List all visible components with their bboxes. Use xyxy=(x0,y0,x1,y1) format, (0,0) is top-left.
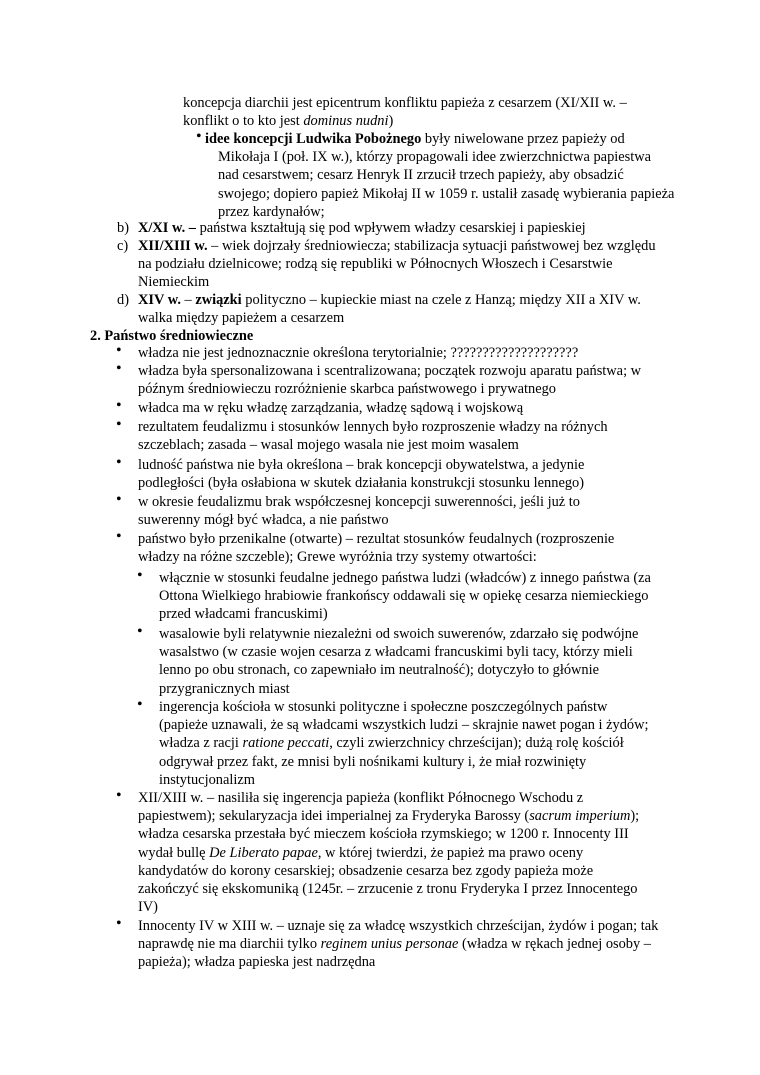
list-item-text: państwo było przenikalne (otwarte) – rezultat stosunków feudalnych (rozproszenie władzy na różne szczeble); Grewe wyróżnia trzy systemy otwartości: xyxy=(138,531,615,566)
list-item xyxy=(138,917,665,972)
list-item-text: władza była spersonalizowana i scentralizowana; początek rozwoju aparatu państwa; w późnym średniowieczu rozróżnienie skarbca państwowego i prywatnego xyxy=(138,363,642,398)
bullet-marker: • xyxy=(196,128,202,145)
xii-italic-2: De Liberato papae xyxy=(209,844,318,861)
bullet-marker: • xyxy=(116,416,122,433)
bullet-marker: • xyxy=(116,342,122,359)
list-item xyxy=(138,530,658,566)
list-item xyxy=(138,399,658,417)
sub-item-3-text-b: , czyli zwierzchnicy chrześcijan); dużą rolę kościół odgrywał przez fakt, ze mnisi byli nośnikami kultury i, że miał rozwinięty instytucjonalizm xyxy=(159,735,624,788)
sub-list-item-text xyxy=(159,698,657,789)
bullet-marker: • xyxy=(116,528,122,545)
innocenty-text-2: (władza w rękach jednej osoby – papieża); władza papieska jest nadrzędna xyxy=(138,936,651,971)
sub-item-3-text-a: ingerencja kościoła w stosunki polityczne i społeczne poszczególnych państw (papieże uznawali, że są władcami wszystkich ludzi – skrajnie nawet pogan i żydów; władza z racji xyxy=(159,699,649,752)
sub-list-item-text: wasalowie byli relatywnie niezależni od swoich suwerenów, zdarzało się podwójne wasalstwo (w czasie wojen cesarza z władcami francuskimi byli tacy, którzy mieli lenno po obu stronach, co zapewniało im neutralność); dotyczyło to głównie przygranicznych miast xyxy=(159,626,639,697)
intro-paragraph xyxy=(183,94,683,130)
innocenty-italic: reginem unius personae xyxy=(320,936,459,953)
intro-italic: dominus nudni xyxy=(303,113,389,130)
list-item xyxy=(138,789,648,916)
bullet-marker: • xyxy=(116,491,122,508)
list-item-text: władza nie jest jednoznacznie określona terytorialnie; ???????????????????? xyxy=(138,345,579,361)
intro-line-2 xyxy=(183,112,683,130)
bullet-ludwik-rest: były niwelowane przez papieży od Mikołaja I (poł. IX w.), którzy propagowali idee zwierzchnictwa papiestwa nad cesarstwem; cesarz Henryk II zrzucił trzech papieży, aby obsadzić swojego; dopiero papież Mikołaj II w 1059 r. ustalił zasadę wybierania papieża przez kardynałów; xyxy=(218,131,675,220)
item-d-bold-1: XIV w. xyxy=(138,292,181,308)
list-item-text: w okresie feudalizmu brak współczesnej koncepcji suwerenności, jeśli już to suwerenny mógł być władca, a nie państwo xyxy=(138,494,580,529)
bullet-marker: • xyxy=(116,397,122,414)
list-item xyxy=(138,456,638,492)
item-d xyxy=(138,291,663,327)
item-c-letter: c) xyxy=(117,238,129,254)
innocenty-text-1: Innocenty IV w XIII w. – uznaje się za władcę wszystkich chrześcijan, żydów i pogan; tak naprawdę nie ma diarchii tylko xyxy=(138,918,659,953)
item-c xyxy=(138,237,658,292)
sub-list-item-text: włącznie w stosunki feudalne jednego państwa ludzi (władców) z innego państwa (za Ottona Wielkiego hrabiowie frankońscy oddawali się w opiekę cesarza niemieckiego przed władcami francuskimi) xyxy=(159,570,651,623)
item-d-letter: d) xyxy=(117,292,129,308)
section-heading-text xyxy=(90,327,490,345)
sub-list-item xyxy=(159,625,659,698)
item-b-letter: b) xyxy=(117,220,129,236)
list-item-text: ludność państwa nie była określona – brak koncepcji obywatelstwa, a jedynie podległości (była osłabiona w skutek działania konstrukcji stosunku lennego) xyxy=(138,457,585,492)
bullet-ludwik-bold: idee koncepcji Ludwika Pobożnego xyxy=(205,131,422,147)
sub-bullet-marker: • xyxy=(137,696,143,713)
item-d-dash: – xyxy=(180,292,196,308)
item-c-rest: – wiek dojrzały średniowiecza; stabilizacja sytuacji państwowej bez względu na podziału dzielnicowe; rodzą się republiki w Północnych Włoszech i Cesarstwie Niemieckim xyxy=(138,238,656,291)
bullet-ludwik-text xyxy=(205,130,675,221)
list-item xyxy=(138,344,658,362)
bullet-ludwik xyxy=(205,130,675,221)
intro-text: konflikt o to kto jest xyxy=(183,113,304,130)
item-d-text xyxy=(138,291,663,327)
item-c-bold: XII/XIII w. xyxy=(138,238,208,254)
sub-list-item xyxy=(159,569,659,624)
intro-line-1: koncepcja diarchii jest epicentrum konfliktu papieża z cesarzem (XI/XII w. – xyxy=(183,95,627,111)
xii-italic-1: sacrum imperium xyxy=(529,808,631,825)
xii-text-3: , w której twierdzi, że papież ma prawo oceny kandydatów do korony cesarskiej; obsadzenie cesarza bez zgody papieża może zakończyć się ekskomuniką (1245r. – zrzucenie z tronu Fryderyka I przez Innocentego IV) xyxy=(138,844,638,916)
sub-list-item xyxy=(159,698,657,789)
bullet-marker: • xyxy=(116,915,122,932)
item-b-rest: państwa kształtują się pod wpływem władzy cesarskiej i papieskiej xyxy=(195,220,586,236)
bullet-marker: • xyxy=(116,787,122,804)
item-d-rest: polityczno – kupieckie miast na czele z Hanzą; między XII a XIV w. walka między papieżem a cesarzem xyxy=(138,292,641,327)
bullet-marker: • xyxy=(116,454,122,471)
item-c-text xyxy=(138,237,658,292)
bullet-marker: • xyxy=(116,360,122,377)
sub-bullet-marker: • xyxy=(137,567,143,584)
item-b-bold: X/XI w. – xyxy=(138,220,196,236)
list-item-text xyxy=(138,789,648,916)
intro-text-end: ) xyxy=(388,113,394,130)
list-item xyxy=(138,493,638,529)
sub-item-3-italic: ratione peccati xyxy=(242,735,330,752)
xii-text-2: ); władza cesarska przestała być mieczem kościoła rzymskiego; w 1200 r. Innocenty III wydał bullę xyxy=(138,808,640,861)
list-item xyxy=(138,362,660,398)
section-heading-bold: 2. Państwo średniowieczne xyxy=(90,328,254,344)
list-item-text xyxy=(138,917,665,972)
list-item-text: władca ma w ręku władzę zarządzania, władzę sądową i wojskową xyxy=(138,400,524,416)
list-item-text: rezultatem feudalizmu i stosunków lennych było rozproszenie władzy na różnych szczeblach; zasada – wasal mojego wasala nie jest moim wasalem xyxy=(138,419,608,454)
list-item xyxy=(138,418,648,454)
sub-bullet-marker: • xyxy=(137,623,143,640)
item-d-bold-2: związki xyxy=(195,292,242,308)
section-heading xyxy=(90,327,490,345)
xii-text-1: XII/XIII w. – nasiliła się ingerencja papieża (konflikt Północnego Wschodu z papiestwem); sekularyzacja idei imperialnej za Fryderyka Barossy ( xyxy=(138,790,584,825)
item-b xyxy=(138,219,658,237)
item-b-text xyxy=(138,219,658,237)
